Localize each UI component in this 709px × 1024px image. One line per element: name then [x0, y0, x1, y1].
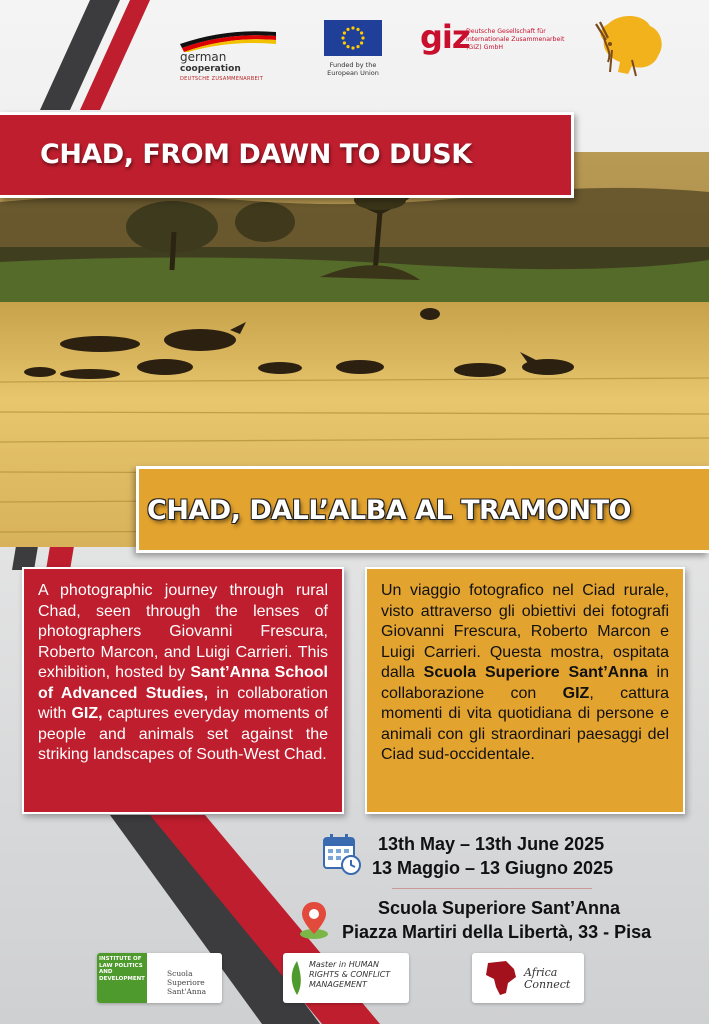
africa-connect-logo — [472, 953, 584, 1003]
desc-en-part3: captures everyday moments of people and animals set against the striking landscapes of South-West Chad. — [38, 705, 328, 763]
german-line1: german — [180, 50, 227, 64]
master-hr-logo — [283, 953, 409, 1003]
divider — [392, 888, 592, 889]
leaf-icon — [287, 959, 307, 997]
giz-text: Deutsche Gesellschaft für Internationale Zusammenarbeit (GIZ) GmbH — [466, 28, 565, 51]
date-italian: 13 Maggio – 13 Giugno 2025 — [372, 858, 614, 878]
desc-it-part3: , cattura momenti di vita quotidiana di persone e animali con gli straordinari paesaggi del Ciad sud-occidentale. — [381, 684, 669, 763]
calendar-icon — [322, 832, 362, 876]
giz-logo — [420, 18, 570, 64]
description-english — [22, 567, 344, 814]
german-line2: cooperation — [180, 64, 241, 74]
title-banner-italian — [136, 466, 709, 553]
eu-logo — [320, 20, 386, 80]
description-italian — [365, 567, 685, 814]
location-pin-icon — [296, 898, 332, 940]
antelope-logo-icon — [588, 10, 668, 82]
desc-it-part2: in collaborazione con — [381, 664, 669, 702]
date-english: 13th May – 13th June 2025 — [378, 834, 605, 854]
institute-school: Scuola Superiore Sant'Anna — [167, 969, 207, 996]
institute-logo — [97, 953, 222, 1003]
desc-it-part1: Un viaggio fotografico nel Ciad rurale, visto attraverso gli obiettivi dei fotografi Giovanni Frescura, Roberto Marcon e Luigi Carrieri. Questa mostra, ospitata dalla — [381, 582, 669, 681]
title-banner-english — [0, 112, 574, 198]
title-english: CHAD, FROM DAWN TO DUSK — [40, 139, 472, 170]
venue-address: Piazza Martiri della Libertà, 33 - Pisa — [342, 922, 652, 942]
desc-it-bold2: GIZ — [562, 684, 590, 702]
africa-text: Africa Connect — [524, 966, 571, 991]
desc-en-part1: A photographic journey through rural Chad, seen through the lenses of photographers Giovanni Frescura, Roberto Marcon, and Luigi Carrieri. This exhibition, hosted by — [38, 582, 328, 681]
eu-caption: Funded by the European Union — [327, 61, 379, 77]
eu-flag-icon — [324, 20, 382, 56]
desc-en-bold2: GIZ, — [71, 705, 103, 722]
institute-text: INSTITUTE OF LAW POLITICS AND DEVELOPMENT — [99, 956, 145, 982]
title-italian: CHAD, DALL’ALBA AL TRAMONTO — [147, 495, 632, 526]
german-line3: DEUTSCHE ZUSAMMENARBEIT — [180, 76, 264, 82]
desc-it-bold1: Scuola Superiore Sant’Anna — [423, 664, 648, 681]
master-text: Master in HUMAN RIGHTS & CONFLICT MANAGEMENT — [309, 960, 391, 989]
german-flag-icon — [176, 26, 280, 52]
desc-en-part2: in collaboration with — [38, 684, 328, 722]
venue-name: Scuola Superiore Sant’Anna — [378, 898, 621, 918]
africa-map-icon — [480, 959, 520, 997]
giz-mark: giz — [420, 18, 470, 56]
desc-en-bold1: Sant’Anna School of Advanced Studies, — [38, 664, 328, 702]
german-cooperation-logo — [176, 20, 284, 82]
